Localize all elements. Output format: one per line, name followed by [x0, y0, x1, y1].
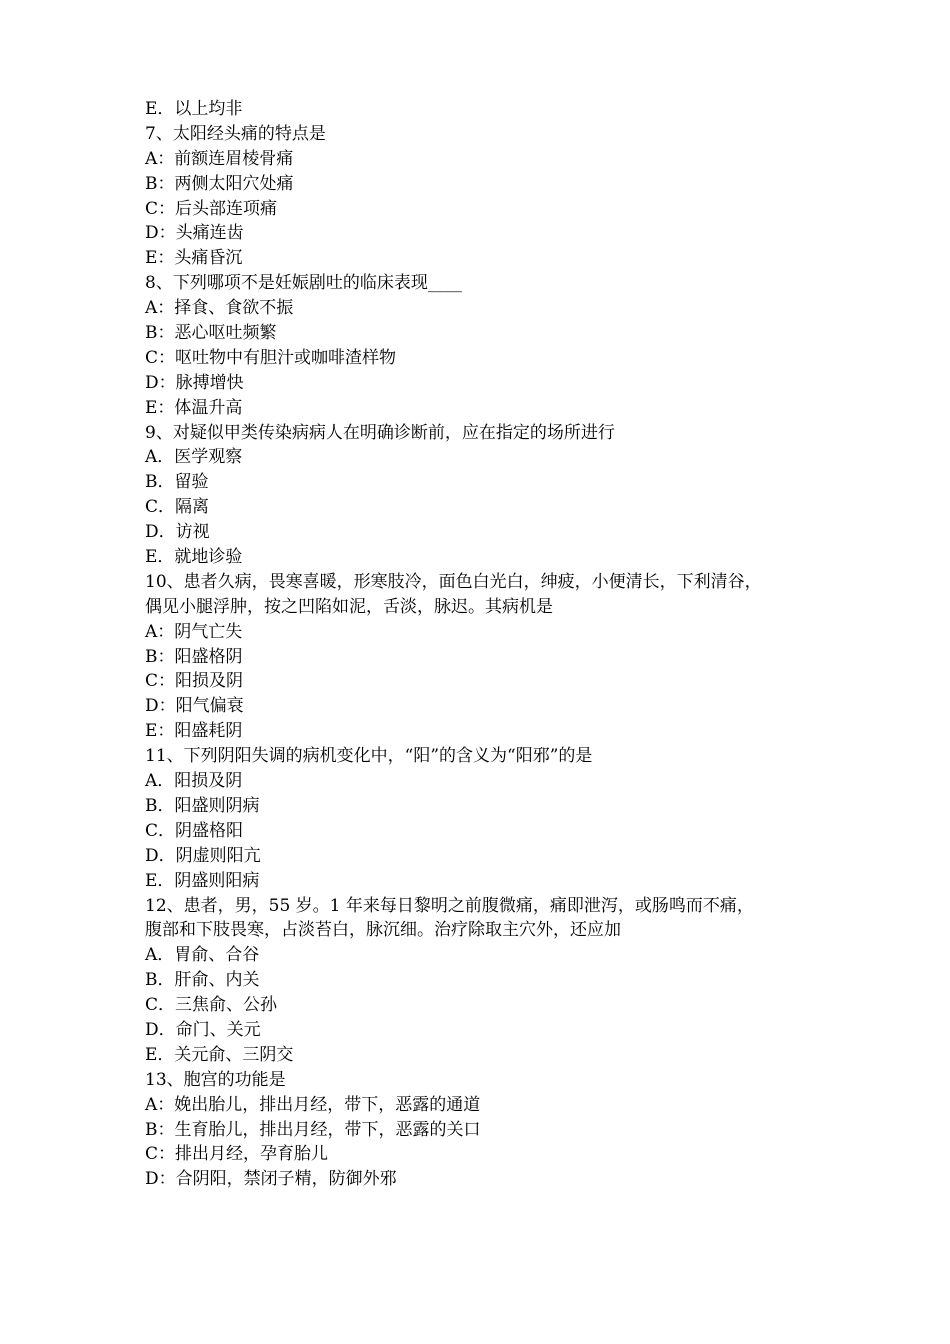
- answer-option: D．命门、关元: [145, 1019, 261, 1040]
- answer-option: D：合阴阳，禁闭子精，防御外邪: [145, 1169, 397, 1190]
- answer-option: D：阳气偏衰: [145, 696, 244, 717]
- question-stem: 8、下列哪项不是妊娠剧吐的临床表现____: [145, 273, 462, 294]
- answer-option: E．阴盛则阳病: [145, 870, 260, 891]
- question-stem: 7、太阳经头痛的特点是: [145, 123, 326, 144]
- question-stem: 9、对疑似甲类传染病病人在明确诊断前，应在指定的场所进行: [145, 422, 615, 443]
- answer-option: A：娩出胎儿，排出月经，带下，恶露的通道: [145, 1094, 481, 1115]
- question-stem: 11、下列阴阳失调的病机变化中，“阳”的含义为“阳邪”的是: [145, 746, 593, 767]
- answer-option: E．就地诊验: [145, 547, 243, 568]
- document-page: [145, 97, 815, 1192]
- answer-option: C．隔离: [145, 497, 210, 518]
- answer-option: E：头痛昏沉: [145, 248, 243, 269]
- answer-option: E．关元俞、三阴交: [145, 1044, 294, 1065]
- answer-option: A：前额连眉棱骨痛: [145, 148, 294, 169]
- answer-option: C：阳损及阴: [145, 671, 244, 692]
- question-stem-continued: 偶见小腿浮肿，按之凹陷如泥，舌淡，脉迟。其病机是: [145, 596, 553, 617]
- answer-option: C．三焦俞、公孙: [145, 995, 278, 1016]
- text-line: E．以上均非: [145, 99, 243, 119]
- answer-option: A．医学观察: [145, 447, 243, 468]
- answer-option: D．访视: [145, 522, 210, 543]
- answer-option: D：头痛连齿: [145, 223, 244, 244]
- answer-option: B．肝俞、内关: [145, 970, 260, 991]
- answer-option: A．胃俞、合谷: [145, 945, 260, 966]
- answer-option: D．阴虚则阳亢: [145, 845, 261, 866]
- answer-option: B．阳盛则阴病: [145, 795, 260, 816]
- answer-option: D：脉搏增快: [145, 372, 244, 393]
- answer-option: C：呕吐物中有胆汁或咖啡渣样物: [145, 347, 397, 368]
- answer-option: B：恶心呕吐频繁: [145, 323, 277, 344]
- answer-option: C：后头部连项痛: [145, 198, 278, 219]
- answer-option: E：体温升高: [145, 397, 243, 418]
- answer-option: A：择食、食欲不振: [145, 298, 294, 319]
- answer-option: B：生育胎儿，排出月经，带下，恶露的关口: [145, 1119, 481, 1140]
- answer-option: B．留验: [145, 472, 209, 493]
- answer-option: C．阴盛格阳: [145, 820, 244, 841]
- question-stem: 12、患者，男，55 岁。1 年来每日黎明之前腹微痛，痛即泄泻，或肠鸣而不痛，: [145, 895, 754, 916]
- question-stem-continued: 腹部和下肢畏寒，占淡苔白，脉沉细。治疗除取主穴外，还应加: [145, 920, 621, 941]
- answer-option: B：两侧太阳穴处痛: [145, 173, 294, 194]
- question-stem: 10、患者久病，畏寒喜暖，形寒肢冷，面色白光白，绅疲，小便清长，下利清谷，: [145, 571, 762, 592]
- answer-option: A．阳损及阴: [145, 771, 243, 792]
- answer-option: B：阳盛格阴: [145, 646, 243, 667]
- answer-option: A：阴气亡失: [145, 621, 243, 642]
- answer-option: E：阳盛耗阴: [145, 721, 243, 742]
- answer-option: C：排出月经，孕育胎儿: [145, 1144, 329, 1165]
- question-stem: 13、胞宫的功能是: [145, 1069, 286, 1090]
